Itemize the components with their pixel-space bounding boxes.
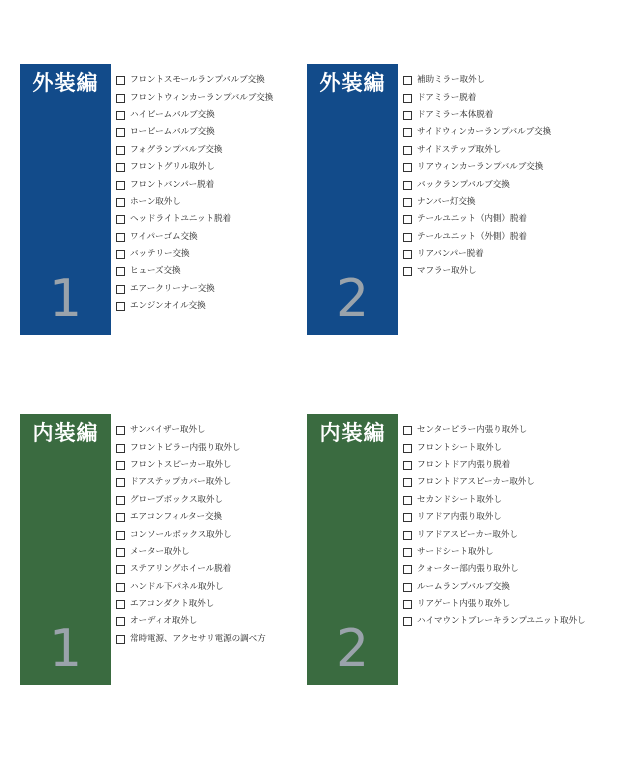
checklist-item-label: フロントドア内張り脱着 bbox=[417, 459, 511, 470]
checkbox[interactable] bbox=[403, 461, 412, 470]
checklist-item-label: 補助ミラー取外し bbox=[417, 75, 485, 86]
checklist-item-label: エアークリーナー交換 bbox=[130, 283, 215, 294]
checklist-item[interactable] bbox=[403, 474, 586, 491]
checkbox[interactable] bbox=[116, 565, 125, 574]
checklist-item[interactable] bbox=[403, 72, 551, 89]
checklist-item[interactable] bbox=[116, 211, 273, 228]
checkbox[interactable] bbox=[116, 426, 125, 435]
checklist-item[interactable] bbox=[116, 263, 273, 280]
checkbox[interactable] bbox=[116, 285, 125, 294]
section-number: 2 bbox=[335, 619, 370, 679]
checklist-item[interactable] bbox=[403, 124, 551, 141]
checkbox[interactable] bbox=[116, 548, 125, 557]
checkbox[interactable] bbox=[116, 163, 125, 172]
checklist-item[interactable] bbox=[116, 439, 266, 456]
checkbox[interactable] bbox=[116, 600, 125, 609]
checklist-item[interactable] bbox=[403, 422, 586, 439]
checkbox[interactable] bbox=[403, 478, 412, 487]
checkbox[interactable] bbox=[116, 478, 125, 487]
checklist-item-label: コンソールボックス取外し bbox=[130, 529, 232, 540]
checklist-item[interactable] bbox=[116, 298, 273, 315]
checkbox[interactable] bbox=[116, 111, 125, 120]
checklist-item[interactable] bbox=[403, 509, 586, 526]
checkbox[interactable] bbox=[116, 496, 125, 505]
checklist-item[interactable] bbox=[116, 89, 273, 106]
checklist-item[interactable] bbox=[403, 229, 551, 246]
checklist-item-label: テールユニット（内側）脱着 bbox=[417, 214, 527, 225]
checklist-item[interactable] bbox=[403, 596, 586, 613]
checklist-item-label: ドアミラー本体脱着 bbox=[417, 109, 494, 120]
checkbox[interactable] bbox=[403, 496, 412, 505]
checklist-item[interactable] bbox=[116, 509, 266, 526]
checkbox[interactable] bbox=[403, 513, 412, 522]
checkbox[interactable] bbox=[116, 513, 125, 522]
section-number: 1 bbox=[48, 269, 83, 329]
checklist-item[interactable] bbox=[116, 579, 266, 596]
section-number: 2 bbox=[335, 269, 370, 329]
checklist bbox=[116, 422, 266, 648]
checklist-item[interactable] bbox=[403, 544, 586, 561]
checkbox[interactable] bbox=[116, 146, 125, 155]
checklist-item-label: リアバンパー脱着 bbox=[417, 249, 484, 260]
checkbox[interactable] bbox=[403, 163, 412, 172]
checklist-item-label: サイドステップ取外し bbox=[417, 144, 502, 155]
checkbox[interactable] bbox=[116, 198, 125, 207]
checklist-item-label: サンバイザー取外し bbox=[130, 425, 206, 436]
checklist-item-label: テールユニット（外側）脱着 bbox=[417, 231, 527, 242]
checklist-item-label: メーター取外し bbox=[130, 546, 190, 557]
checklist-item[interactable] bbox=[403, 526, 586, 543]
checkbox[interactable] bbox=[116, 76, 125, 85]
checklist-item-label: リアドアスピーカー取外し bbox=[417, 529, 518, 540]
checklist-item-label: リアドア内張り取外し bbox=[417, 512, 502, 523]
checklist-item-label: フォグランプバルブ交換 bbox=[130, 144, 223, 155]
checklist-item[interactable] bbox=[116, 72, 273, 89]
checklist-item-label: フロントグリル取外し bbox=[130, 162, 215, 173]
checkbox[interactable] bbox=[403, 181, 412, 190]
checklist-item-label: ルームランプバルブ交換 bbox=[417, 581, 510, 592]
checklist-item-label: ハイビームバルブ交換 bbox=[130, 109, 215, 120]
checklist-item-label: リアウィンカーランプバルブ交換 bbox=[417, 162, 544, 173]
checklist-item[interactable] bbox=[403, 492, 586, 509]
checklist-item-label: フロントスピーカー取外し bbox=[130, 459, 232, 470]
checkbox[interactable] bbox=[403, 617, 412, 626]
checkbox[interactable] bbox=[116, 617, 125, 626]
checklist-item[interactable] bbox=[403, 176, 551, 193]
checkbox[interactable] bbox=[116, 215, 125, 224]
checklist-item-label: 常時電源、アクセサリ電源の調べ方 bbox=[130, 633, 266, 644]
checklist-item-label: エアコンフィルター交換 bbox=[130, 512, 222, 523]
checklist-item-label: グローブボックス取外し bbox=[130, 494, 223, 505]
checklist-item[interactable] bbox=[116, 246, 273, 263]
checklist-item[interactable] bbox=[403, 246, 551, 263]
section-number: 1 bbox=[48, 619, 83, 679]
checklist-item[interactable] bbox=[403, 579, 586, 596]
checklist-item[interactable] bbox=[116, 142, 273, 159]
checklist-item-label: リアゲート内張り取外し bbox=[417, 599, 511, 610]
checklist-item-label: ドアステップカバー取外し bbox=[130, 477, 232, 488]
checkbox[interactable] bbox=[403, 94, 412, 103]
checklist-item[interactable] bbox=[116, 474, 266, 491]
checklist-item-label: ハンドル下パネル取外し bbox=[130, 581, 224, 592]
checkbox[interactable] bbox=[116, 250, 125, 259]
checklist-item[interactable] bbox=[116, 422, 266, 439]
checklist-item[interactable] bbox=[116, 596, 266, 613]
checkbox[interactable] bbox=[403, 76, 412, 85]
checkbox[interactable] bbox=[116, 128, 125, 137]
checkbox[interactable] bbox=[116, 635, 125, 644]
section-panel bbox=[307, 64, 398, 335]
checklist-item-label: マフラー取外し bbox=[417, 266, 477, 277]
checklist-item-label: エンジンオイル交換 bbox=[130, 301, 206, 312]
checklist-item[interactable] bbox=[403, 142, 551, 159]
checklist-item-label: フロントドアスピーカー取外し bbox=[417, 477, 535, 488]
checklist-item-label: ホーン取外し bbox=[130, 196, 181, 207]
checklist-item[interactable] bbox=[116, 457, 266, 474]
checklist-item[interactable] bbox=[116, 107, 273, 124]
checklist-item-label: センターピラー内張り取外し bbox=[417, 425, 528, 436]
section-panel bbox=[20, 414, 111, 685]
checklist-item[interactable] bbox=[403, 439, 586, 456]
checkbox[interactable] bbox=[116, 583, 125, 592]
section-title: 内装編 bbox=[32, 421, 99, 445]
checklist-item[interactable] bbox=[403, 211, 551, 228]
section-title: 外装編 bbox=[32, 71, 99, 95]
checklist-item[interactable] bbox=[116, 229, 273, 246]
checkbox[interactable] bbox=[403, 583, 412, 592]
checklist-item-label: ロービームバルブ交換 bbox=[130, 127, 215, 138]
checklist bbox=[403, 422, 586, 631]
checklist-item[interactable] bbox=[403, 561, 586, 578]
section-title: 外装編 bbox=[319, 71, 386, 95]
checkbox[interactable] bbox=[116, 461, 125, 470]
checklist-item[interactable] bbox=[403, 457, 586, 474]
checklist-item-label: オーディオ取外し bbox=[130, 616, 198, 627]
checkbox[interactable] bbox=[403, 128, 412, 137]
checklist-item[interactable] bbox=[116, 561, 266, 578]
checkbox[interactable] bbox=[116, 531, 125, 540]
checklist-item-label: ワイパーゴム交換 bbox=[130, 231, 198, 242]
checklist-item-label: サイドウィンカーランプバルブ交換 bbox=[417, 127, 552, 138]
checkbox[interactable] bbox=[116, 94, 125, 103]
checklist bbox=[116, 72, 273, 315]
checklist-item[interactable] bbox=[116, 613, 266, 630]
checklist-item-label: ステアリングホイール脱着 bbox=[130, 564, 232, 575]
checklist-item-label: バックランプバルブ交換 bbox=[417, 179, 510, 190]
checklist-item[interactable] bbox=[116, 526, 266, 543]
checklist-item[interactable] bbox=[116, 194, 273, 211]
checklist-item[interactable] bbox=[116, 281, 273, 298]
checklist-item-label: ドアミラー脱着 bbox=[417, 92, 477, 103]
section-panel bbox=[20, 64, 111, 335]
checkbox[interactable] bbox=[403, 250, 412, 259]
checklist-item[interactable] bbox=[403, 107, 551, 124]
checklist-item[interactable] bbox=[403, 89, 551, 106]
checklist-item[interactable] bbox=[116, 492, 266, 509]
checklist-item[interactable] bbox=[116, 124, 273, 141]
checklist-item-label: フロントウィンカーランプバルブ交換 bbox=[130, 92, 274, 103]
checklist-item-label: ナンバー灯交換 bbox=[417, 196, 476, 207]
checklist-item-label: クォーター部内張り取外し bbox=[417, 564, 519, 575]
section-panel bbox=[307, 414, 398, 685]
checklist-item[interactable] bbox=[403, 159, 551, 176]
checkbox[interactable] bbox=[403, 267, 412, 276]
checklist-item[interactable] bbox=[116, 176, 273, 193]
checklist-item[interactable] bbox=[403, 263, 551, 280]
section-title: 内装編 bbox=[319, 421, 386, 445]
checklist-item[interactable] bbox=[116, 631, 266, 648]
checklist-item-label: ヘッドライトユニット脱着 bbox=[130, 214, 231, 225]
checkbox[interactable] bbox=[116, 444, 125, 453]
checklist-item[interactable] bbox=[403, 194, 551, 211]
checklist-item-label: バッテリー交換 bbox=[130, 249, 190, 260]
checkbox[interactable] bbox=[403, 548, 412, 557]
checkbox[interactable] bbox=[403, 565, 412, 574]
checkbox[interactable] bbox=[116, 181, 125, 190]
checkbox[interactable] bbox=[116, 302, 125, 311]
checklist bbox=[403, 72, 551, 281]
checkbox[interactable] bbox=[403, 146, 412, 155]
checklist-item-label: セカンドシート取外し bbox=[417, 494, 502, 505]
checkbox[interactable] bbox=[403, 215, 412, 224]
checklist-item-label: サードシート取外し bbox=[417, 546, 494, 557]
checkbox[interactable] bbox=[403, 111, 412, 120]
checkbox[interactable] bbox=[403, 426, 412, 435]
checkbox[interactable] bbox=[403, 444, 412, 453]
checklist-item-label: ハイマウントブレーキランプユニット取外し bbox=[417, 616, 586, 627]
checkbox[interactable] bbox=[403, 233, 412, 242]
checkbox[interactable] bbox=[116, 267, 125, 276]
checklist-item-label: フロントスモールランプバルブ交換 bbox=[130, 75, 265, 86]
checklist-item[interactable] bbox=[116, 544, 266, 561]
checklist-item-label: ヒューズ交換 bbox=[130, 266, 181, 277]
checklist-item-label: フロントピラー内張り取外し bbox=[130, 442, 241, 453]
checklist-item-label: フロントバンパー脱着 bbox=[130, 179, 215, 190]
checklist-item[interactable] bbox=[403, 613, 586, 630]
checkbox[interactable] bbox=[403, 600, 412, 609]
checklist-item-label: エアコンダクト取外し bbox=[130, 599, 215, 610]
checklist-item-label: フロントシート取外し bbox=[417, 442, 502, 453]
checkbox[interactable] bbox=[403, 198, 412, 207]
checklist-item[interactable] bbox=[116, 159, 273, 176]
checkbox[interactable] bbox=[403, 531, 412, 540]
checkbox[interactable] bbox=[116, 233, 125, 242]
